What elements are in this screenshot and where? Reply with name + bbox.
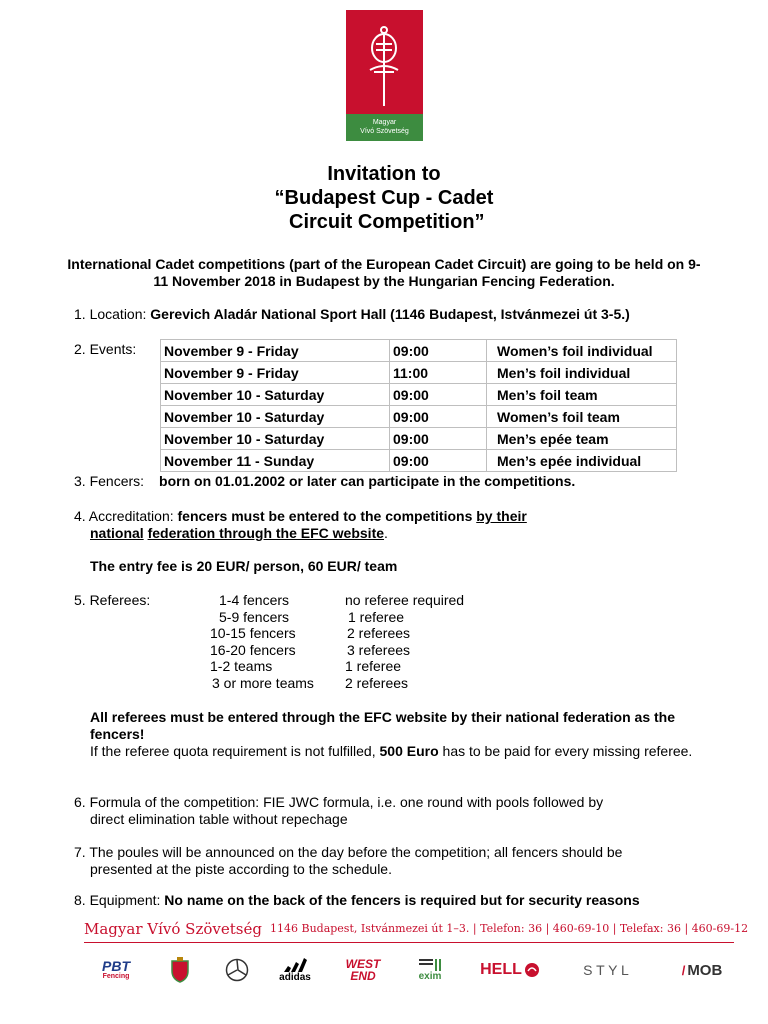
poules-line-2: presented at the piste according to the schedule. bbox=[90, 861, 392, 877]
accreditation-line-1: 4. Accreditation: fencers must be entered to the competitions by their bbox=[74, 508, 527, 524]
mercedes-star-icon bbox=[222, 956, 252, 984]
event-day: November 9 - Friday bbox=[161, 340, 390, 362]
event-row bbox=[161, 428, 677, 450]
event-time: 09:00 bbox=[390, 450, 487, 472]
sponsor-pbt-logo: PBT Fencing bbox=[102, 958, 130, 980]
sponsor-logos bbox=[84, 954, 734, 988]
event-day: November 10 - Saturday bbox=[161, 428, 390, 450]
event-row bbox=[161, 362, 677, 384]
fencers-value: born on 01.01.2002 or later can participate in the competitions. bbox=[159, 473, 576, 489]
title-line-1: Invitation to bbox=[327, 163, 441, 185]
event-time: 09:00 bbox=[390, 384, 487, 406]
page-title bbox=[0, 162, 768, 234]
sponsor-adidas-logo: adidas bbox=[270, 956, 320, 984]
event-time: 11:00 bbox=[390, 362, 487, 384]
sponsor-westend-logo: WEST END bbox=[345, 957, 381, 983]
event-name: Men’s foil individual bbox=[487, 362, 677, 384]
federation-logo bbox=[346, 10, 423, 141]
event-name: Women’s foil individual bbox=[487, 340, 677, 362]
logo-caption: Magyar Vívó Szövetség bbox=[346, 114, 423, 141]
referee-fencer-count: 1-2 teams bbox=[210, 658, 273, 675]
event-day: November 9 - Friday bbox=[161, 362, 390, 384]
formula-line-1: 6. Formula of the competition: FIE JWC formula, i.e. one round with pools followed by bbox=[74, 794, 604, 810]
poules-line-1: 7. The poules will be announced on the day before the competition; all fencers should be bbox=[74, 844, 623, 860]
event-name: Men’s epée team bbox=[487, 428, 677, 450]
referee-fencer-count: 3 or more teams bbox=[212, 675, 314, 691]
formula-line-2: direct elimination table without repechage bbox=[90, 811, 348, 827]
accreditation-line-2: national federation through the EFC website. bbox=[90, 525, 388, 541]
sponsor-hell-logo: HELL bbox=[478, 956, 542, 984]
footer-organisation: Magyar Vívó Szövetség bbox=[84, 920, 262, 938]
exim-bars-icon bbox=[419, 959, 441, 971]
event-day: November 11 - Sunday bbox=[161, 450, 390, 472]
referee-requirement: 3 referees bbox=[347, 641, 411, 658]
referee-fencer-count: 10-15 fencers bbox=[210, 625, 296, 642]
referee-note-bold: All referees must be entered through the EFC website by their national federation as the fencers! bbox=[90, 709, 676, 742]
intro-paragraph: International Cadet competitions (part of the European Cadet Circuit) are going to be held on 9-11 November 2018 in Budapest by the Hungarian Fencing Federation. bbox=[67, 256, 701, 289]
location-value: Gerevich Aladár National Sport Hall (1146 Budapest, Istvánmezei út 3-5.) bbox=[150, 306, 630, 322]
referee-requirement: 1 referee bbox=[348, 608, 405, 625]
fencers-label: 3. Fencers: bbox=[74, 473, 145, 489]
equipment-line: 8. Equipment: No name on the back of the fencers is required but for security reasons bbox=[74, 892, 640, 908]
footer-contact: 1146 Budapest, Istvánmezei út 1–3. | Telefon: 36 | 460-69-10 | Telefax: 36 | 460-69-12 bbox=[270, 922, 749, 935]
event-row bbox=[161, 406, 677, 428]
event-row bbox=[161, 384, 677, 406]
location-label: 1. Location: bbox=[74, 306, 151, 322]
event-name: Men’s foil team bbox=[487, 384, 677, 406]
sponsor-mob-logo: / MOB bbox=[681, 961, 723, 979]
sponsor-exim-logo: exim bbox=[410, 956, 450, 984]
referee-fencer-count: 5-9 fencers bbox=[219, 608, 290, 625]
event-time: 09:00 bbox=[390, 406, 487, 428]
event-day: November 10 - Saturday bbox=[161, 406, 390, 428]
sponsor-styl-logo: S T Y L bbox=[583, 962, 629, 978]
events-table bbox=[160, 339, 677, 472]
events-label: 2. Events: bbox=[74, 341, 137, 357]
event-row bbox=[161, 340, 677, 362]
location-line bbox=[74, 306, 630, 323]
event-time: 09:00 bbox=[390, 428, 487, 450]
event-name: Men’s epée individual bbox=[487, 450, 677, 472]
referee-requirement: no referee required bbox=[345, 592, 465, 608]
letterhead-footer bbox=[84, 918, 749, 943]
adidas-stripes-icon bbox=[282, 958, 308, 972]
entry-fee: The entry fee is 20 EUR/ person, 60 EUR/ team bbox=[90, 558, 398, 574]
referee-fencer-count: 1-4 fencers bbox=[219, 592, 290, 608]
fencers-line bbox=[74, 473, 575, 490]
event-time: 09:00 bbox=[390, 340, 487, 362]
event-day: November 10 - Saturday bbox=[161, 384, 390, 406]
event-name: Women’s foil team bbox=[487, 406, 677, 428]
title-line-3: Circuit Competition” bbox=[283, 211, 485, 233]
referees-label: 5. Referees: bbox=[74, 592, 151, 608]
hell-badge-icon bbox=[524, 962, 540, 978]
event-row bbox=[161, 450, 677, 472]
referee-requirement: 2 referees bbox=[347, 625, 411, 642]
referee-requirement: 2 referees bbox=[345, 675, 409, 691]
referee-requirement: 1 referee bbox=[345, 658, 402, 675]
referee-penalty: If the referee quota requirement is not fulfilled, 500 Euro has to be paid for every missing referee. bbox=[90, 743, 693, 759]
government-crest-icon bbox=[158, 956, 202, 984]
fencer-helmet-icon bbox=[346, 10, 423, 114]
referee-fencer-count: 16-20 fencers bbox=[210, 641, 296, 658]
title-line-2: “Budapest Cup - Cadet bbox=[274, 187, 494, 209]
